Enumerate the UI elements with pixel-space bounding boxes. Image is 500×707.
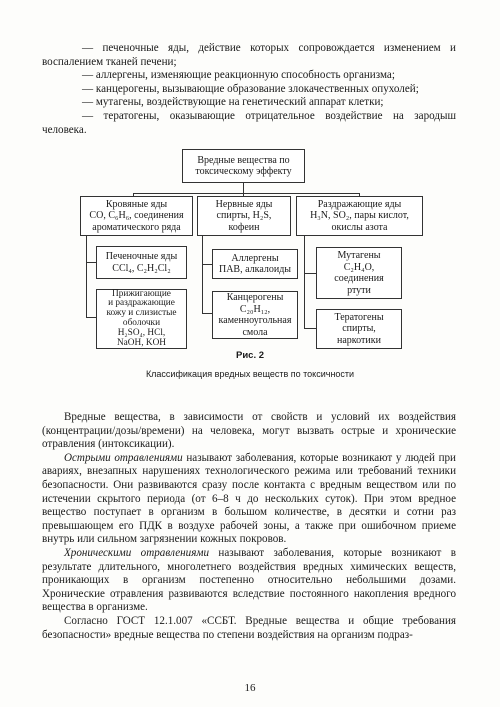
paragraph: Острыми отравлениями называют заболевания, которые возникают у людей при авариях, внезапных нарушениях технологического режима или требований техники безопасности. Они развиваются сразу после контакта с вредным веществом или по истечении скрытого периода (от 6–8 ч до нескольких суток). При этом вредное вещество поступает в организм в большом количестве, в десятки и сотни раз превышающем его ПДК в воздухе рабочей зоны, а также при ошибочном приеме внутрь или сильном загрязнении кожных покровов. — [42, 451, 456, 546]
mutagens-box: Мутагены C₂H₄O, соединения ртути — [316, 247, 402, 299]
connector — [243, 183, 244, 193]
body-text — [42, 411, 456, 642]
connector — [202, 236, 203, 314]
allergens-box: Аллергены ПАВ, алкалоиды — [212, 249, 298, 279]
connector — [202, 264, 212, 265]
connector — [86, 236, 87, 318]
list-item: — печеночные яды, действие которых сопровождается изменением и воспалением тканей печени; — [42, 42, 456, 68]
figure-number: Рис. 2 — [235, 350, 265, 361]
nerve-toxins-box: Нервные яды спирты, H₂S, кофеин — [197, 196, 291, 236]
connector — [133, 193, 360, 194]
toxin-list — [42, 42, 456, 137]
connector — [304, 273, 316, 274]
list-item: — тератогены, оказывающие отрицательное воздействие на зародыш человека. — [42, 109, 456, 136]
list-item: — канцерогены, вызывающие образование злокачественных опухолей; — [82, 82, 419, 95]
connector — [86, 262, 96, 263]
paragraph: Вредные вещества, в зависимости от свойств и условий их воздействия (концентрации/дозы/времени) на человека, могут вызвать острые и хронические отравления (интоксикации). — [42, 411, 456, 451]
page-number: 16 — [244, 682, 256, 694]
term-chronic-poisoning: Хроническими отравлениями — [64, 546, 210, 559]
list-item: — аллергены, изменяющие реакционную способность организма; — [82, 69, 395, 82]
figure-caption: Классификация вредных веществ по токсичности — [145, 369, 355, 379]
burning-toxins-box: Прижигающие и раздражающие кожу и слизистые оболочки H₂SO₄, HCl, NaOH, KOH — [96, 289, 187, 349]
connector — [304, 236, 305, 329]
connector — [86, 317, 96, 318]
term-acute-poisoning: Острыми отравлениями — [64, 451, 183, 464]
connector — [202, 313, 212, 314]
carcinogens-box: Канцерогены C₂₀H₁₂, каменноугольная смола — [212, 291, 298, 339]
blood-toxins-box: Кровяные яды CO, C₆H₆, соединения ароматического ряда — [80, 196, 193, 236]
liver-toxins-box: Печеночные яды CCl₄, C₂H₂Cl₂ — [96, 246, 187, 279]
paragraph: Согласно ГОСТ 12.1.007 «ССБТ. Вредные вещества и общие требования безопасности» вредные вещества по степени воздействия на организм подраз- — [42, 614, 456, 641]
paragraph: Хроническими отравлениями называют заболевания, которые возникают в результате длительного, многолетнего воздействия вредных химических веществ, проникающих в организм постепенно относительно небольшими дозами. Хронические отравления развиваются вследствие постоянного накопления вредного вещества в организме. — [42, 546, 456, 614]
list-item: — мутагены, воздействующие на генетический аппарат клетки; — [82, 96, 384, 109]
root-box: Вредные вещества по токсическому эффекту — [182, 149, 305, 183]
connector — [304, 328, 316, 329]
irritant-toxins-box: Раздражающие яды H₃N, SO₂, пары кислот, окислы азота — [296, 196, 423, 236]
teratogens-box: Тератогены спирты, наркотики — [316, 309, 402, 349]
